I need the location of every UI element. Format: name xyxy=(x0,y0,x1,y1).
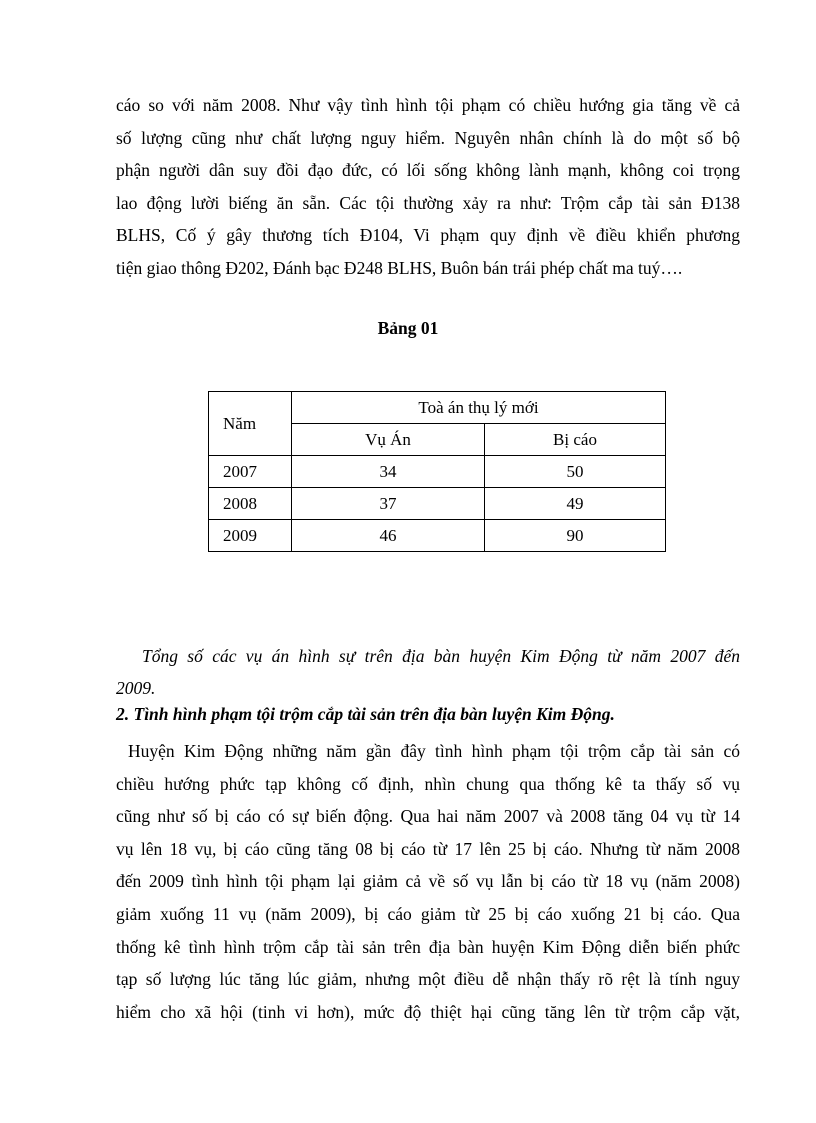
caption-line: Tổng số các vụ án hình sự trên địa bàn huyện Kim Động từ năm 2007 đến xyxy=(142,646,740,666)
paragraph-intro xyxy=(116,89,740,285)
paragraph-line: hiểm cho xã hội (tinh vi hơn), mức độ thiệt hại cũng tăng lên từ trộm cắp vặt, xyxy=(116,1001,740,1022)
paragraph-line: lao động lười biếng ăn sẵn. Các tội thường xảy ra như: Trộm cắp tài sản Đ138 xyxy=(116,192,740,213)
paragraph-line: đến 2009 tình hình tội phạm lại giảm cả về số vụ lẫn bị cáo từ 18 vụ (năm 2008) xyxy=(116,871,740,892)
paragraph-line: số lượng cũng như chất lượng nguy hiểm. Nguyên nhân chính là do một số bộ xyxy=(116,127,740,148)
table-title: Bảng 01 xyxy=(377,318,439,338)
cell-year: 2009 xyxy=(209,520,292,552)
header-group: Toà án thụ lý mới xyxy=(292,392,666,424)
cell-defendants: 90 xyxy=(485,520,666,552)
paragraph-line: BLHS, Cố ý gây thương tích Đ104, Vi phạm quy định về điều khiển phương xyxy=(116,225,740,246)
cell-defendants: 49 xyxy=(485,488,666,520)
cell-cases: 46 xyxy=(292,520,485,552)
paragraph-line: giảm xuống 11 vụ (năm 2009), bị cáo giảm từ 25 bị cáo xuống 21 bị cáo. Qua xyxy=(116,903,740,924)
paragraph-line: cáo so với năm 2008. Như vậy tình hình tội phạm có chiều hướng gia tăng về cả xyxy=(116,95,740,115)
paragraph-line: chiều hướng phức tạp không cố định, nhìn chung qua thống kê ta thấy số vụ xyxy=(116,773,740,794)
table-caption xyxy=(116,640,740,704)
cases-table xyxy=(208,391,666,552)
caption-line: 2009. xyxy=(116,678,156,698)
paragraph-line: Huyện Kim Động những năm gần đây tình hình phạm tội trộm cắp tài sản có xyxy=(128,741,740,761)
table-row xyxy=(209,488,666,520)
header-year: Năm xyxy=(209,392,292,456)
cell-defendants: 50 xyxy=(485,456,666,488)
paragraph-line: thống kê tình hình trộm cắp tài sản trên địa bàn huyện Kim Động diễn biến phức xyxy=(116,936,740,957)
table-row xyxy=(209,520,666,552)
cell-year: 2007 xyxy=(209,456,292,488)
paragraph-line: cũng như số bị cáo có sự biến động. Qua hai năm 2007 và 2008 tăng 04 vụ từ 14 xyxy=(116,806,740,827)
paragraph-line: tạp số lượng lúc tăng lúc giảm, nhưng một điều dễ nhận thấy rõ rệt là tính nguy xyxy=(116,969,740,990)
paragraph-line: vụ lên 18 vụ, bị cáo cũng tăng 08 bị cáo từ 17 lên 25 bị cáo. Nhưng từ năm 2008 xyxy=(116,838,740,859)
section-heading: 2. Tình hình phạm tội trộm cắp tài sản trên địa bàn luyện Kim Động. xyxy=(116,704,615,724)
paragraph-line: tiện giao thông Đ202, Đánh bạc Đ248 BLHS, Buôn bán trái phép chất ma tuý…. xyxy=(116,257,683,278)
paragraph-line: phận người dân suy đồi đạo đức, có lối sống không lành mạnh, không coi trọng xyxy=(116,160,740,181)
header-defendants: Bị cáo xyxy=(485,424,666,456)
cell-year: 2008 xyxy=(209,488,292,520)
table-header-row xyxy=(209,392,666,424)
header-cases: Vụ Án xyxy=(292,424,485,456)
cell-cases: 34 xyxy=(292,456,485,488)
paragraph-theft xyxy=(116,735,740,1028)
cell-cases: 37 xyxy=(292,488,485,520)
table-row xyxy=(209,456,666,488)
